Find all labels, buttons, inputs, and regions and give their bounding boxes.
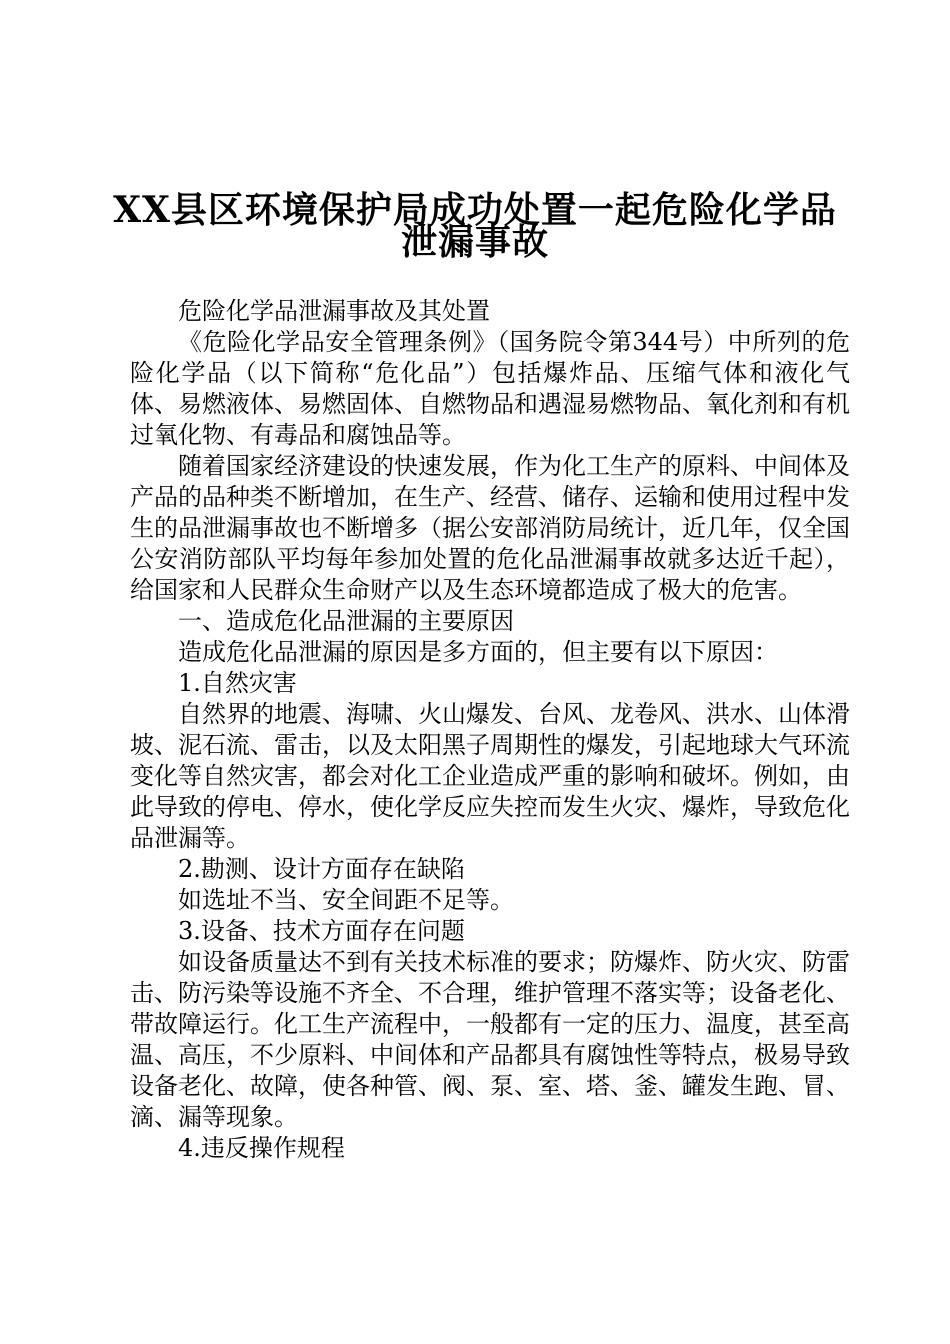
subsection-heading: 3.设备、技术方面存在问题 <box>178 917 465 945</box>
subsection-heading: 1.自然灾害 <box>178 669 297 697</box>
paragraph: 造成危化品泄漏的原因是多方面的，但主要有以下原因： <box>178 638 778 666</box>
paragraph: 《危险化学品安全管理条例》（国务院令第344号）中所列的危险化学品（以下简称“危化品”）包括爆炸品、压缩气体和液化气体、易燃液体、易燃固体、自燃物品和遇湿易燃物品、氧化剂和有机过氧化物、有毒品和腐蚀品等。 <box>130 328 850 449</box>
subsection-heading: 4.违反操作规程 <box>178 1134 345 1162</box>
paragraph: 如选址不当、安全间距不足等。 <box>178 886 514 914</box>
section-heading: 一、造成危化品泄漏的主要原因 <box>178 607 514 635</box>
document-title-line-2: 泄漏事故 <box>400 221 549 263</box>
paragraph: 自然界的地震、海啸、火山爆发、台风、龙卷风、洪水、山体滑坡、泥石流、雷击，以及太阳黑子周期性的爆发，引起地球大气环流变化等自然灾害，都会对化工企业造成严重的影响和破坏。例如，由此导致的停电、停水，使化学反应失控而发生火灾、爆炸，导致危化品泄漏等。 <box>130 700 850 852</box>
document-body <box>130 296 850 1164</box>
subsection-heading: 2.勘测、设计方面存在缺陷 <box>178 855 465 883</box>
paragraph: 随着国家经济建设的快速发展，作为化工生产的原料、中间体及产品的品种类不断增加，在生产、经营、储存、运输和使用过程中发生的品泄漏事故也不断增多（据公安部消防局统计，近几年，仅全国公安消防部队平均每年参加处置的危化品泄漏事故就多达近千起），给国家和人民群众生命财产以及生态环境都造成了极大的危害。 <box>130 452 850 604</box>
section-heading: 危险化学品泄漏事故及其处置 <box>178 297 490 325</box>
paragraph: 如设备质量达不到有关技术标准的要求；防爆炸、防火灾、防雷击、防污染等设施不齐全、不合理，维护管理不落实等；设备老化、带故障运行。化工生产流程中，一般都有一定的压力、温度，甚至高温、高压，不少原料、中间体和产品都具有腐蚀性等特点，极易导致设备老化、故障，使各种管、阀、泵、室、塔、釜、罐发生跑、冒、滴、漏等现象。 <box>130 948 850 1131</box>
document-title-line-1: XX县区环境保护局成功处置一起危险化学品 <box>113 189 837 231</box>
